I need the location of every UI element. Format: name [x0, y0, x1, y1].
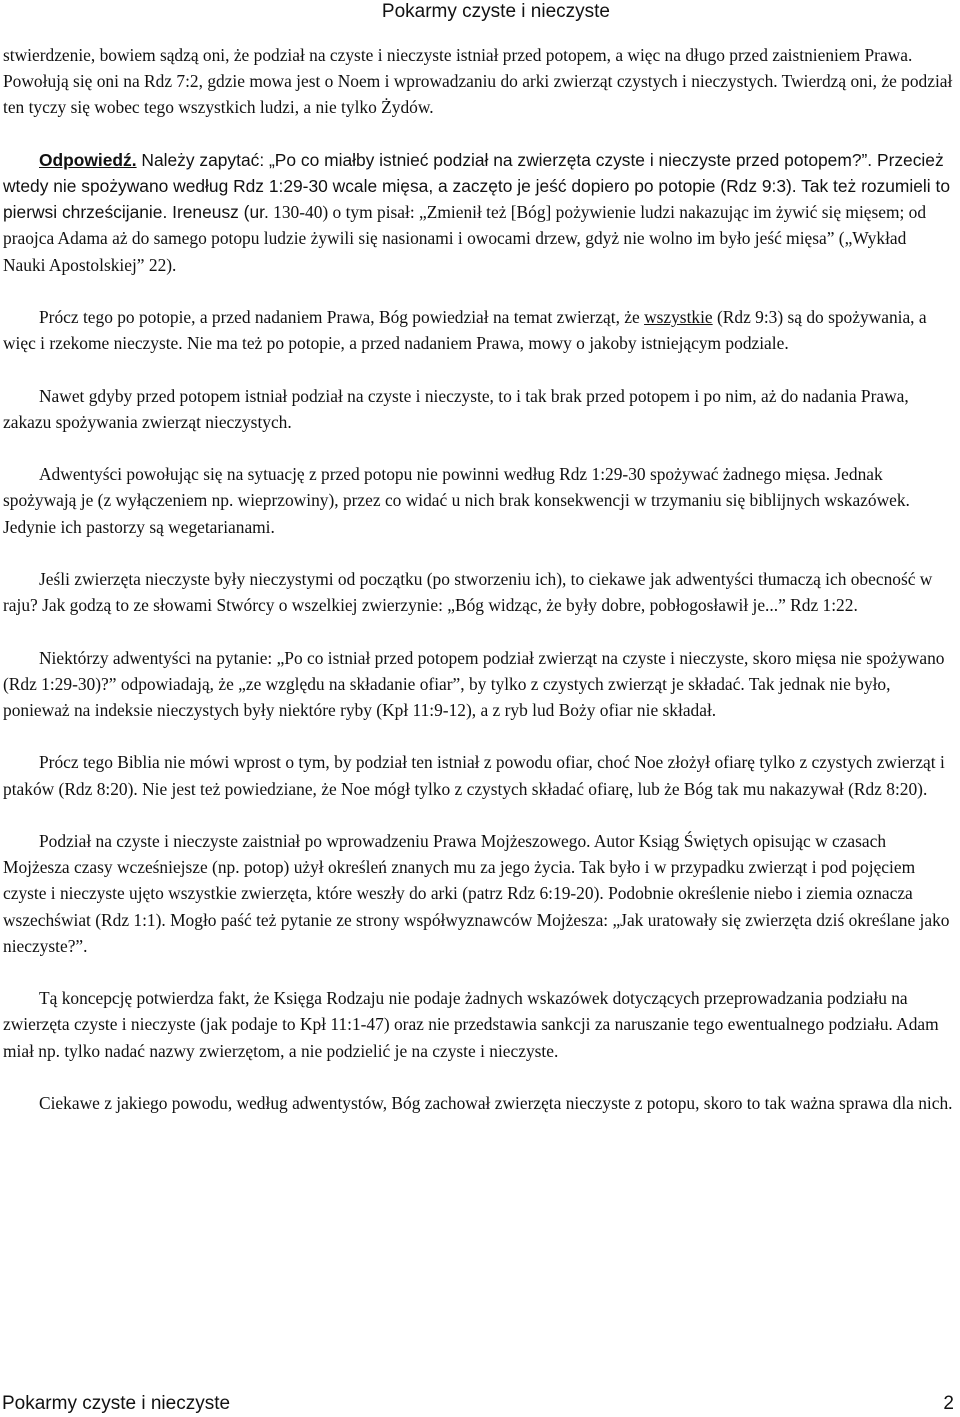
footer-title: Pokarmy czyste i nieczyste — [2, 1393, 231, 1414]
paragraph-8-text: Prócz tego Biblia nie mówi wprost o tym, by podział ten istniał z powodu ofiar, choć Noe złożył ofiarę tylko z czystych zwierząt i ptaków (Rdz 8:20). Nie jest też powiedziane, że Noe mógł tylko z czystych składać ofiarę, lub że Bóg tak mu nakazywał (Rdz 8:20). — [3, 752, 945, 799]
paragraph-1-text: stwierdzenie, bowiem sądzą oni, że podział na czyste i nieczyste istniał przed potopem, a więc na długo przed zaistnieniem Prawa. Powołują się oni na Rdz 7:2, gdzie mowa jest o Noem i wprowadzaniu do arki zwierząt czystych i nieczystych. Twierdzą oni, że podział ten tyczy się wobec tego wszystkich ludzi, a nie tylko Żydów. — [3, 45, 953, 118]
paragraph-8 — [3, 749, 953, 801]
page-header: Pokarmy czyste i nieczyste — [381, 1, 610, 22]
paragraph-4-text: Nawet gdyby przed potopem istniał podział na czyste i nieczyste, to i tak brak przed potopem i po nim, aż do nadania Prawa, zakazu spożywania zwierząt nieczystych. — [3, 385, 909, 432]
paragraph-answer — [3, 147, 953, 278]
paragraph-7 — [3, 645, 953, 724]
emphasis-wszystkie: wszystkie — [644, 307, 713, 327]
paragraph-7-text: Niektórzy adwentyści na pytanie: „Po co istniał przed potopem podział zwierząt na czyste i nieczyste, skoro mięsa nie spożywano (Rdz 1:29-30)?” odpowiadają, że „ze względu na składanie ofiar”, by tylko z czystych zwierząt je składać. Tak jednak nie było, ponieważ na indeksie nieczystych były niektóre ryby (Kpł 11:9-12), a z ryb lud Boży ofiar nie składał. — [3, 647, 945, 720]
paragraph-3-text-a: Prócz tego po potopie, a przed nadaniem Prawa, Bóg powiedział na temat zwierząt, że — [39, 307, 645, 327]
document-body — [3, 42, 953, 1142]
paragraph-3 — [3, 304, 953, 356]
answer-text-serif: 130-40) o tym pisał: „Zmienił też [Bóg] pożywienie ludzi nakazując im żywić się mięsem; od praojca Adama aż do samego potopu ludzie żywili się nasionami i owocami drzew, gdyż nie wolno im było jeść mięsa” („Wykład Nauki Apostolskiej” 22). — [3, 202, 927, 275]
paragraph-11 — [3, 1090, 953, 1116]
paragraph-10-text: Tą koncepcję potwierdza fakt, że Księga Rodzaju nie podaje żadnych wskazówek dotyczących przeprowadzania podziału na zwierzęta czyste i nieczyste (jak podaje to Kpł 11:1-47) oraz nie przedstawia sankcji za naruszanie tego ewentualnego podziału. Adam miał np. tylko nadać nazwy zwierzętom, a nie podzielić je na czyste i nieczyste. — [3, 988, 939, 1061]
paragraph-6 — [3, 566, 953, 618]
paragraph-5 — [3, 461, 953, 540]
paragraph-11-text: Ciekawe z jakiego powodu, według adwentystów, Bóg zachował zwierzęta nieczyste z potopu, skoro to tak ważna sprawa dla nich. — [39, 1092, 953, 1113]
page-number: 2 — [943, 1393, 954, 1414]
paragraph-9-text: Podział na czyste i nieczyste zaistniał po wprowadzeniu Prawa Mojżeszowego. Autor Ksiąg Świętych opisując w czasach Mojżesza czasy wcześniejsze (np. potop) użył określeń znanych mu za jego życia. Tak było i w przypadku zwierząt i pod pojęciem czyste i nieczyste ujęto wszystkie zwierzęta, które weszły do arki (patrz Rdz 6:19-20). Podobnie określenie niebo i ziemia oznacza wszechświat (Rdz 1:1). Mogło paść też pytanie ze strony współwyznawców Mojżesza: „Jak uratowały się zwierzęta dziś określane jako nieczyste?”. — [3, 830, 950, 956]
page-footer — [2, 1392, 954, 1416]
paragraph-9 — [3, 828, 953, 959]
paragraph-10 — [3, 985, 953, 1064]
paragraph-6-text: Jeśli zwierzęta nieczyste były nieczystymi od początku (po stworzeniu ich), to ciekawe jak adwentyści tłumaczą ich obecność w raju? Jak godzą to ze słowami Stwórcy o wszelkiej zwierzynie: „Bóg widząc, że były dobre, pobłogosławił je...” Rdz 1:22. — [3, 568, 933, 616]
paragraph-5-text: Adwentyści powołując się na sytuację z przed potopu nie powinni według Rdz 1:29-30 spożywać żadnego mięsa. Jednak spożywają je (z wyłączeniem np. wieprzowiny), przez co widać u nich brak konsekwencji w trzymaniu się biblijnych wskazówek. Jedynie ich pastorzy są wegetarianami. — [3, 464, 910, 537]
paragraph-1 — [3, 42, 953, 121]
answer-text-sans: Należy zapytać: „Po co miałby istnieć podział na zwierzęta czyste i nieczyste przed potopem?”. Przecież wtedy nie spożywano według Rdz 1:29-30 wcale mięsa, a zaczęto je jeść dopiero po potopie (Rdz 9:3). Tak też rozumieli to pierwsi chrześcijanie. Ireneusz (ur. — [3, 149, 950, 223]
answer-label: Odpowiedź. — [39, 149, 137, 170]
paragraph-3-text-b: (Rdz 9:3) są do spożywania, a więc i rzekome nieczyste. Nie ma też po potopie, a przed nadaniem Prawa, mowy o jakoby istniejącym podziale. — [3, 307, 927, 354]
paragraph-4 — [3, 383, 953, 435]
